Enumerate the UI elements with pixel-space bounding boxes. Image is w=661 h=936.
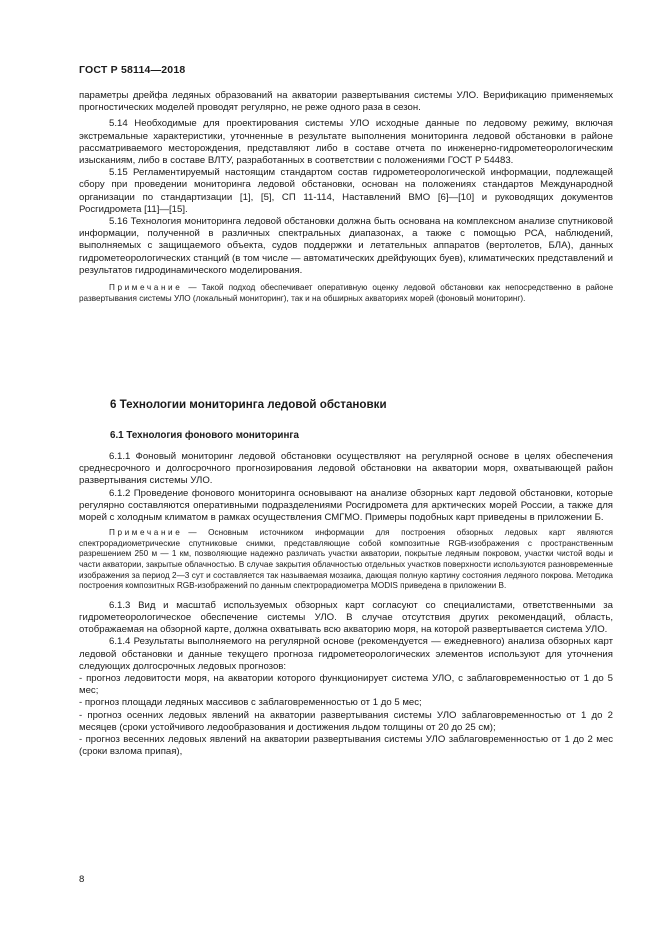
paragraph-5-16: 5.16 Технология мониторинга ледовой обстановки должна быть основана на комплексном анализе спутниковой информации, полученной в различных спектральных диапазонах, а также с помощью РСА, наблюдений, выполняемых с защищаемого объекта, судов поддержки и летательных аппаратов (вертолетов, БЛА), данных гидрометеорологических станций (в том числе — автоматических дрейфующих буев), климатических представлений и результатов гидродинамического моделирования.: [79, 216, 613, 276]
note-label: Примечание: [109, 283, 183, 293]
section-title: 6 Технологии мониторинга ледовой обстановки: [110, 398, 387, 411]
page-number: 8: [79, 874, 85, 885]
note-5-16: [79, 283, 613, 304]
note-text: — Основным источником информации для построения обзорных ледовых карт являются спектрорадиометрические спутниковые снимки, представляющие собой композитные RGB-изображения с пространственным разрешением 250 м — 1 км, позволяющие надежно различать участки акватории, покрытые ледяным покровом, участки чистой воды и части акватории, закрытые облачностью. В случае закрытия облачностью отдельных участков поверхности используются разновременные изображения за период 2—3 сут и составляется так называемая мозаика, дающая полную картину состояния ледяного покрова. Методика построения композитных RGB-изображений по данным спектрорадиометра MODIS приведена в приложении В.: [79, 528, 613, 591]
paragraph-6-1-1: 6.1.1 Фоновый мониторинг ледовой обстановки осуществляют на регулярной основе в целях обеспечения среднесрочного и долгосрочного прогнозирования ледовой обстановки на акватории моря, охватывающей район развертывания системы УЛО.: [79, 451, 613, 487]
paragraph-5-14: 5.14 Необходимые для проектирования системы УЛО исходные данные по ледовому режиму, включая экстремальные характеристики, уточненные в результате выполнения мониторинга ледовой обстановки в районе рассматриваемого месторождения, представляют либо в составе отчета по инженерно-гидрометеорологическим изысканиям, либо в составе ВЛТУ, разработанных в соответствии с положениями ГОСТ Р 54483.: [79, 118, 613, 167]
list-item: - прогноз весенних ледовых явлений на акватории развертывания системы УЛО заблаговременностью от 1 до 2 мес (сроки взлома припая),: [79, 734, 613, 758]
list-item: - прогноз осенних ледовых явлений на акватории развертывания системы УЛО заблаговременностью от 1 до 2 месяцев (сроки устойчивого ледообразования и достижения льдом толщины от 20 до 25 см);: [79, 709, 613, 733]
note-label: Примечание: [109, 528, 183, 538]
paragraph-continuation: параметры дрейфа ледяных образований на акватории развертывания системы УЛО. Верификацию применяемых прогностических моделей проводят регулярно, не реже одного раза в сезон.: [79, 90, 613, 114]
list-item: - прогноз ледовитости моря, на акватории которого функционирует система УЛО, с заблаговременностью от 1 до 5 мес;: [79, 673, 613, 697]
clause-5-block: [79, 90, 613, 304]
subsection-title: 6.1 Технология фонового мониторинга: [110, 430, 299, 441]
paragraph-6-1-3: 6.1.3 Вид и масштаб используемых обзорных карт согласуют со специалистами, ответственными за гидрометеорологическое обеспечение системы УЛО. В случае отсутствия других рекомендаций, область, отображаемая на обзорной карте, должна охватывать всю акваторию моря, на которой развертывается система УЛО.: [79, 599, 613, 636]
clause-6-block: [79, 451, 613, 758]
page-header-standard: ГОСТ Р 58114—2018: [79, 64, 186, 76]
paragraph-5-15: 5.15 Регламентируемый настоящим стандартом состав гидрометеорологической информации, подлежащей сбору при проведении мониторинга ледовой обстановки, основан на положениях стандартов Международной организации по стандартизации [1], [5], СП 11-114, Наставлений ВМО [6]—[10] и руководящих документов Росгидромета [11]—[15].: [79, 167, 613, 215]
paragraph-6-1-2: 6.1.2 Проведение фонового мониторинга основывают на анализе обзорных карт ледовой обстановки, которые регулярно составляются оперативными подразделениями Росгидромета для арктических морей России, а также для морей с холодным климатом в рамках осуществления СМГМО. Примеры подобных карт приведены в приложении Б.: [79, 487, 613, 524]
note-text: — Такой подход обеспечивает оперативную оценку ледовой обстановки как непосредственно в районе развертывания системы УЛО (локальный мониторинг), так и на обширных акваториях морей (фоновый мониторинг).: [79, 283, 613, 303]
paragraph-6-1-4: 6.1.4 Результаты выполняемого на регулярной основе (рекомендуется — ежедневного) анализа обзорных карт ледовой обстановки и данные текущего прогноза гидрометеорологических элементов используют для уточнения следующих долгосрочных ледовых прогнозов:: [79, 636, 613, 672]
note-6-1-2: [79, 528, 613, 592]
list-item: - прогноз площади ледяных массивов с заблаговременностью от 1 до 5 мес;: [79, 697, 422, 709]
